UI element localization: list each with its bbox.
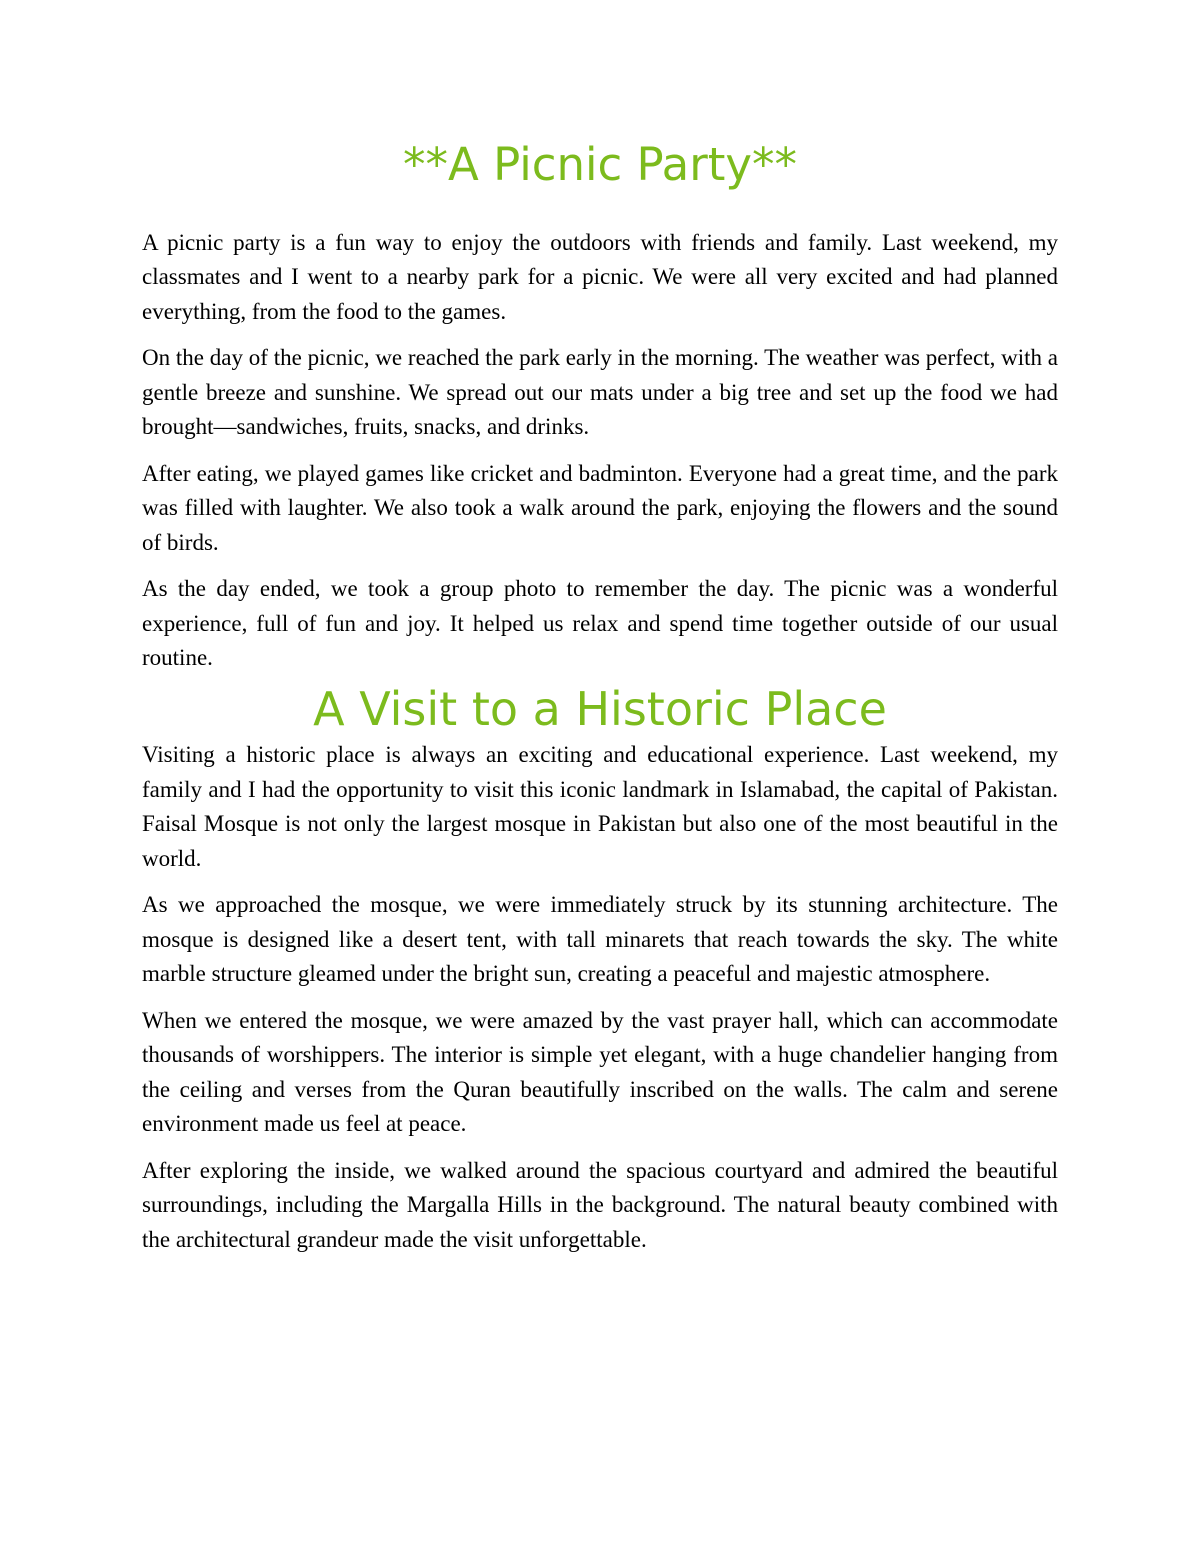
- paragraph: When we entered the mosque, we were amazed by the vast prayer hall, which can accommodate thousands of worshippers. The interior is simple yet elegant, with a huge chandelier hanging from the ceiling and verses from the Quran beautifully inscribed on the walls. The calm and serene environment made us feel at peace.: [142, 1007, 1058, 1137]
- paragraph: Visiting a historic place is always an exciting and educational experience. Last weekend, my family and I had the opportunity to visit this iconic landmark in Islamabad, the capital of Pakistan. Faisal Mosque is not only the largest mosque in Pakistan but also one of the most beautiful in the world.: [142, 742, 1058, 871]
- section-picnic-party: [142, 140, 1058, 676]
- paragraph: After exploring the inside, we walked around the spacious courtyard and admired the beautiful surroundings, including the Margalla Hills in the background. The natural beauty combined with the architectural grandeur made the visit unforgettable.: [142, 1157, 1058, 1252]
- paragraph: On the day of the picnic, we reached the park early in the morning. The weather was perfect, with a gentle breeze and sunshine. We spread out our mats under a big tree and set up the food we had brought—sandwiches, fruits, snacks, and drinks.: [142, 345, 1058, 439]
- section-heading: A Visit to a Historic Place: [313, 681, 887, 736]
- paragraph: As we approached the mosque, we were immediately struck by its stunning architecture. The mosque is designed like a desert tent, with tall minarets that reach towards the sky. The white marble structure gleamed under the bright sun, creating a peaceful and majestic atmosphere.: [142, 892, 1058, 987]
- document-page: [142, 140, 1058, 1269]
- paragraph: As the day ended, we took a group photo to remember the day. The picnic was a wonderful experience, full of fun and joy. It helped us relax and spend time together outside of our usual routine.: [142, 576, 1058, 670]
- paragraph: A picnic party is a fun way to enjoy the outdoors with friends and family. Last weekend, my classmates and I went to a nearby park for a picnic. We were all very excited and had planned everything, from the food to the games.: [142, 229, 1058, 324]
- paragraph: After eating, we played games like cricket and badminton. Everyone had a great time, and the park was filled with laughter. We also took a walk around the park, enjoying the flowers and the sound of birds.: [142, 460, 1058, 555]
- section-historic-place: [142, 681, 1058, 1258]
- section-heading: **A Picnic Party**: [402, 138, 797, 191]
